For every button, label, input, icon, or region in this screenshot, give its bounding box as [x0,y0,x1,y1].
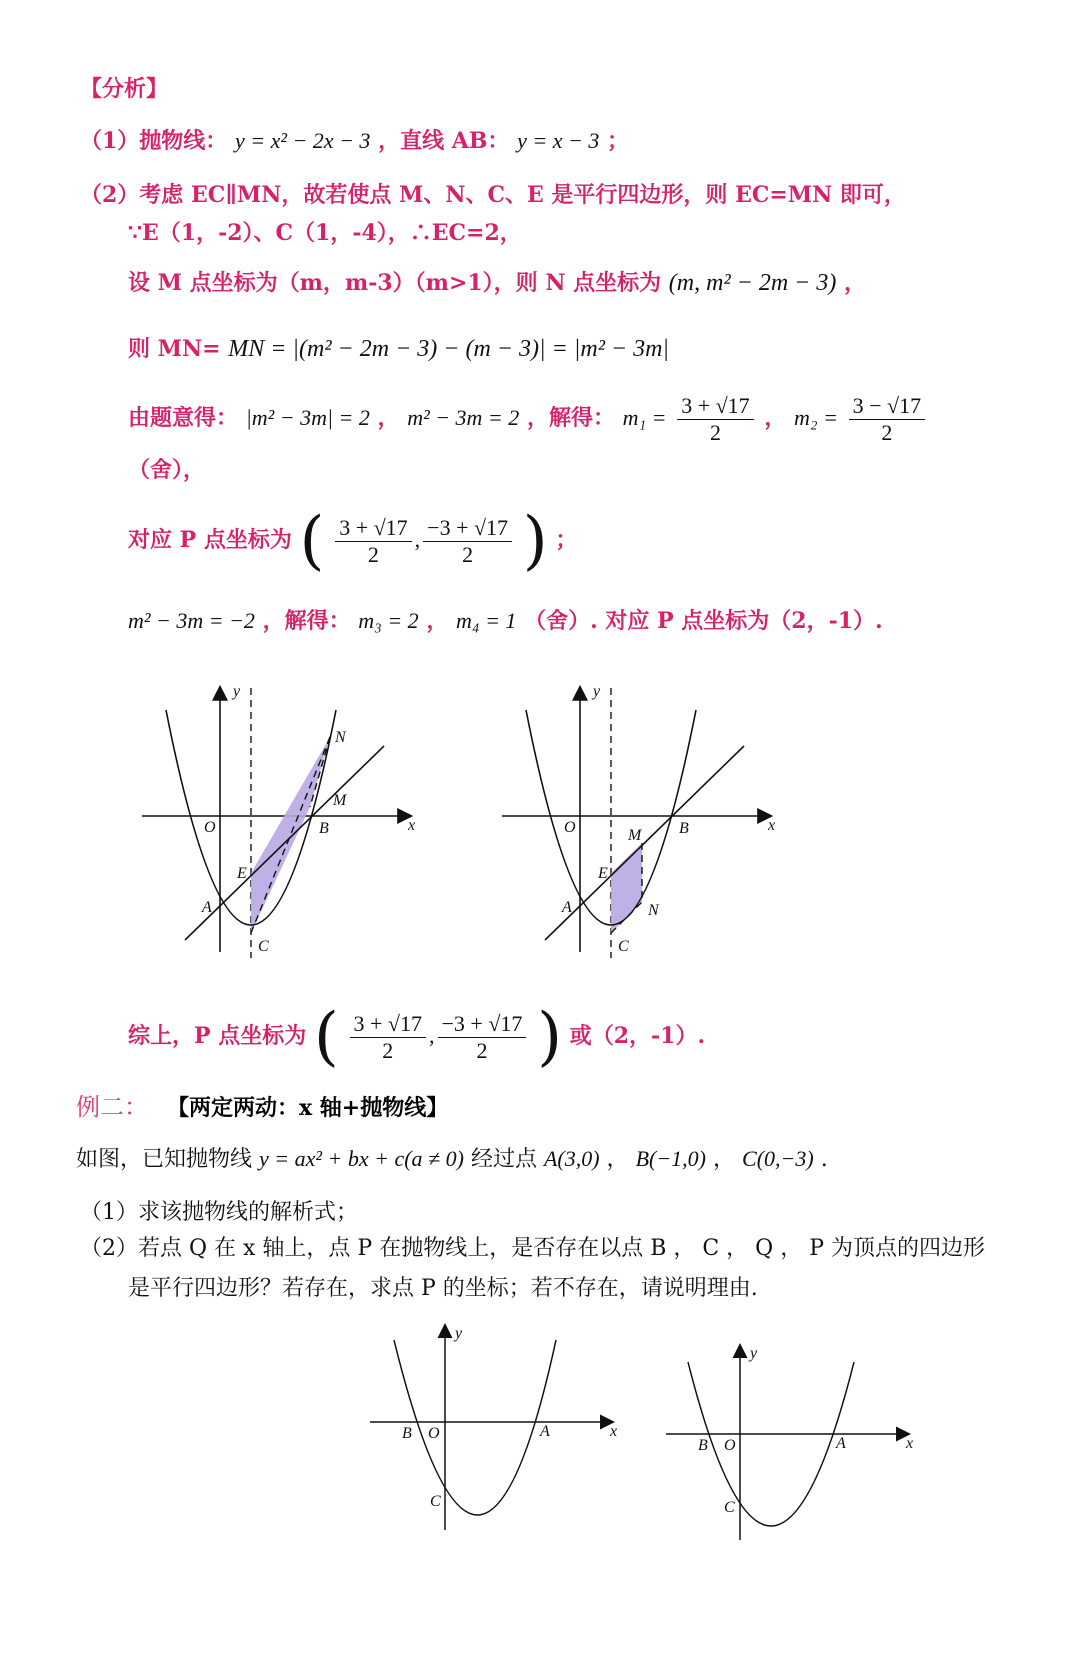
m1-lhs: m₁ = [622,405,667,430]
summary-end: 或（2，-1）. [569,1023,706,1049]
p-y-numerator: −3 + √17 [423,515,512,542]
right-paren: ) [522,504,548,578]
summary-label: 综上，P 点坐标为 [128,1023,307,1049]
solve-label: ，解得： [526,405,615,431]
question-1: （1）求该抛物线的解析式； [80,1200,358,1225]
p-coordinate-label: 对应 P 点坐标为 [128,527,292,553]
label-y: y [750,1345,758,1362]
line-ab [545,746,744,940]
example-tag: 【两定两动：x 轴+抛物线】 [167,1095,449,1121]
summary-y-fraction [438,1011,527,1064]
label-c: C [430,1493,441,1510]
label-b: B [319,820,329,837]
label-m: M [628,827,642,844]
point-a: A(3,0) [543,1146,600,1171]
line-equation: y = x − 3 [517,128,600,153]
mn-label: 则 MN= [128,336,221,362]
label-o: O [724,1437,736,1454]
label-o: O [564,819,576,836]
part2-line6: （舍）， [128,457,206,483]
part1-label: （1）抛物线： [80,128,228,154]
part2-line8-end: （舍）. 对应 P 点坐标为（2，-1）. [524,608,883,634]
label-b: B [402,1425,412,1442]
label-x: x [610,1423,618,1440]
parabola-curve [688,1362,854,1526]
label-c: C [258,938,269,955]
label-y: y [233,683,241,700]
label-e: E [598,865,608,882]
intro-end: . [820,1147,828,1172]
part2-line7 [128,504,578,578]
m1-denominator: 2 [709,419,721,445]
m2-fraction [849,393,925,446]
point-b: B(−1,0) [635,1146,706,1171]
label-b: B [679,820,689,837]
figure-parallelogram-2 [500,680,790,970]
parallelogram-fill [611,843,642,933]
label-x: x [408,817,416,834]
part1-end: ； [607,128,630,154]
intro-text: 如图，已知抛物线 [76,1147,253,1172]
equation-case1: m² − 3m = 2 [407,405,520,430]
line-ab [185,746,384,940]
n-coordinate: (m, m² − 2m − 3) [668,270,837,296]
label-n: N [335,729,346,746]
m2-lhs: m₂ = [794,405,838,430]
general-equation: y = ax² + bx + c(a ≠ 0) [259,1146,464,1171]
comma-2: ， [764,405,787,431]
comma-1: ， [377,405,400,431]
summary-x-denominator: 2 [382,1037,394,1063]
point-c: C(0,−3) [742,1146,814,1171]
m2-denominator: 2 [881,419,893,445]
label-c: C [724,1499,735,1516]
label-y: y [593,683,601,700]
label-x: x [906,1435,914,1452]
label-b: B [698,1437,708,1454]
example-intro [76,1144,828,1175]
p-x-numerator: 3 + √17 [335,515,411,542]
figure-parallelogram-1 [140,680,430,970]
comma-3: ， [426,608,449,634]
label-e: E [237,865,247,882]
sep-1: ， [606,1147,629,1172]
part2-line3 [128,268,866,298]
label-o: O [428,1425,440,1442]
condition-label: 由题意得： [128,405,239,431]
m1-fraction [677,393,753,446]
right-paren: ) [537,1000,563,1074]
parabola-curve [394,1340,556,1515]
parabola-equation: y = x² − 2x − 3 [234,128,371,153]
coord-comma: , [429,1023,435,1048]
label-a: A [836,1435,846,1452]
label-x: x [768,817,776,834]
m4-value: m₄ = 1 [456,608,517,633]
m1-numerator: 3 + √17 [677,393,753,420]
mn-expression: MN = |(m² − 2m − 3) − (m − 3)| = |m² − 3m| [228,336,670,362]
question-2-line2: 是平行四边形？若存在，求点 P 的坐标；若不存在，请说明理由. [128,1276,758,1301]
p-x-fraction [335,515,411,568]
summary-y-numerator: −3 + √17 [438,1011,527,1038]
left-paren: ( [299,504,325,578]
figure-example-1 [370,1320,630,1530]
part2-line1: （2）考虑 EC∥MN，故若使点 M、N、C、E 是平行四边形，则 EC=MN 即可， [80,182,906,208]
label-a: A [540,1423,550,1440]
p-x-denominator: 2 [367,541,379,567]
figure-example-2 [666,1340,926,1540]
summary-line [128,1000,706,1074]
summary-x-fraction [350,1011,426,1064]
label-y: y [455,1325,463,1342]
summary-y-denominator: 2 [476,1037,488,1063]
m3-value: m₃ = 2 [358,608,419,633]
part1-line [80,126,629,156]
example-title: 例二： [76,1093,148,1121]
p-y-denominator: 2 [462,541,474,567]
equation-case2: m² − 3m = −2 [128,608,255,633]
part2-line8 [128,606,883,636]
analysis-header: 【分析】 [80,76,169,102]
part2-line2: ∵E（1，-2）、C（1，-4），∴EC=2， [128,220,522,246]
label-a: A [202,899,212,916]
left-paren: ( [313,1000,339,1074]
question-2-line1: （2）若点 Q 在 x 轴上，点 P 在抛物线上，是否存在以点 B ， C ， Q ， P 为顶点的四边形 [80,1236,985,1261]
sep-2: ， [713,1147,736,1172]
part2-line4 [128,334,669,364]
intro-text-2: 经过点 [470,1147,537,1172]
label-m: M [333,792,347,809]
label-o: O [204,819,216,836]
abs-condition: |m² − 3m| = 2 [245,405,370,430]
p-y-fraction [423,515,512,568]
part2-line7-end: ； [555,527,578,553]
solve-label-2: ，解得： [262,608,351,634]
label-a: A [562,899,572,916]
example-heading [76,1092,448,1124]
coord-comma: , [414,527,421,552]
part2-line3-end: ， [844,270,867,296]
part2-line5 [128,392,928,446]
m2-numerator: 3 − √17 [849,393,925,420]
label-c: C [618,938,629,955]
part1-mid: ，直线 AB： [378,128,510,154]
m-coordinate-text: 设 M 点坐标为（m，m-3）（m>1），则 N 点坐标为 [128,270,662,296]
summary-x-numerator: 3 + √17 [350,1011,426,1038]
label-n: N [648,902,659,919]
